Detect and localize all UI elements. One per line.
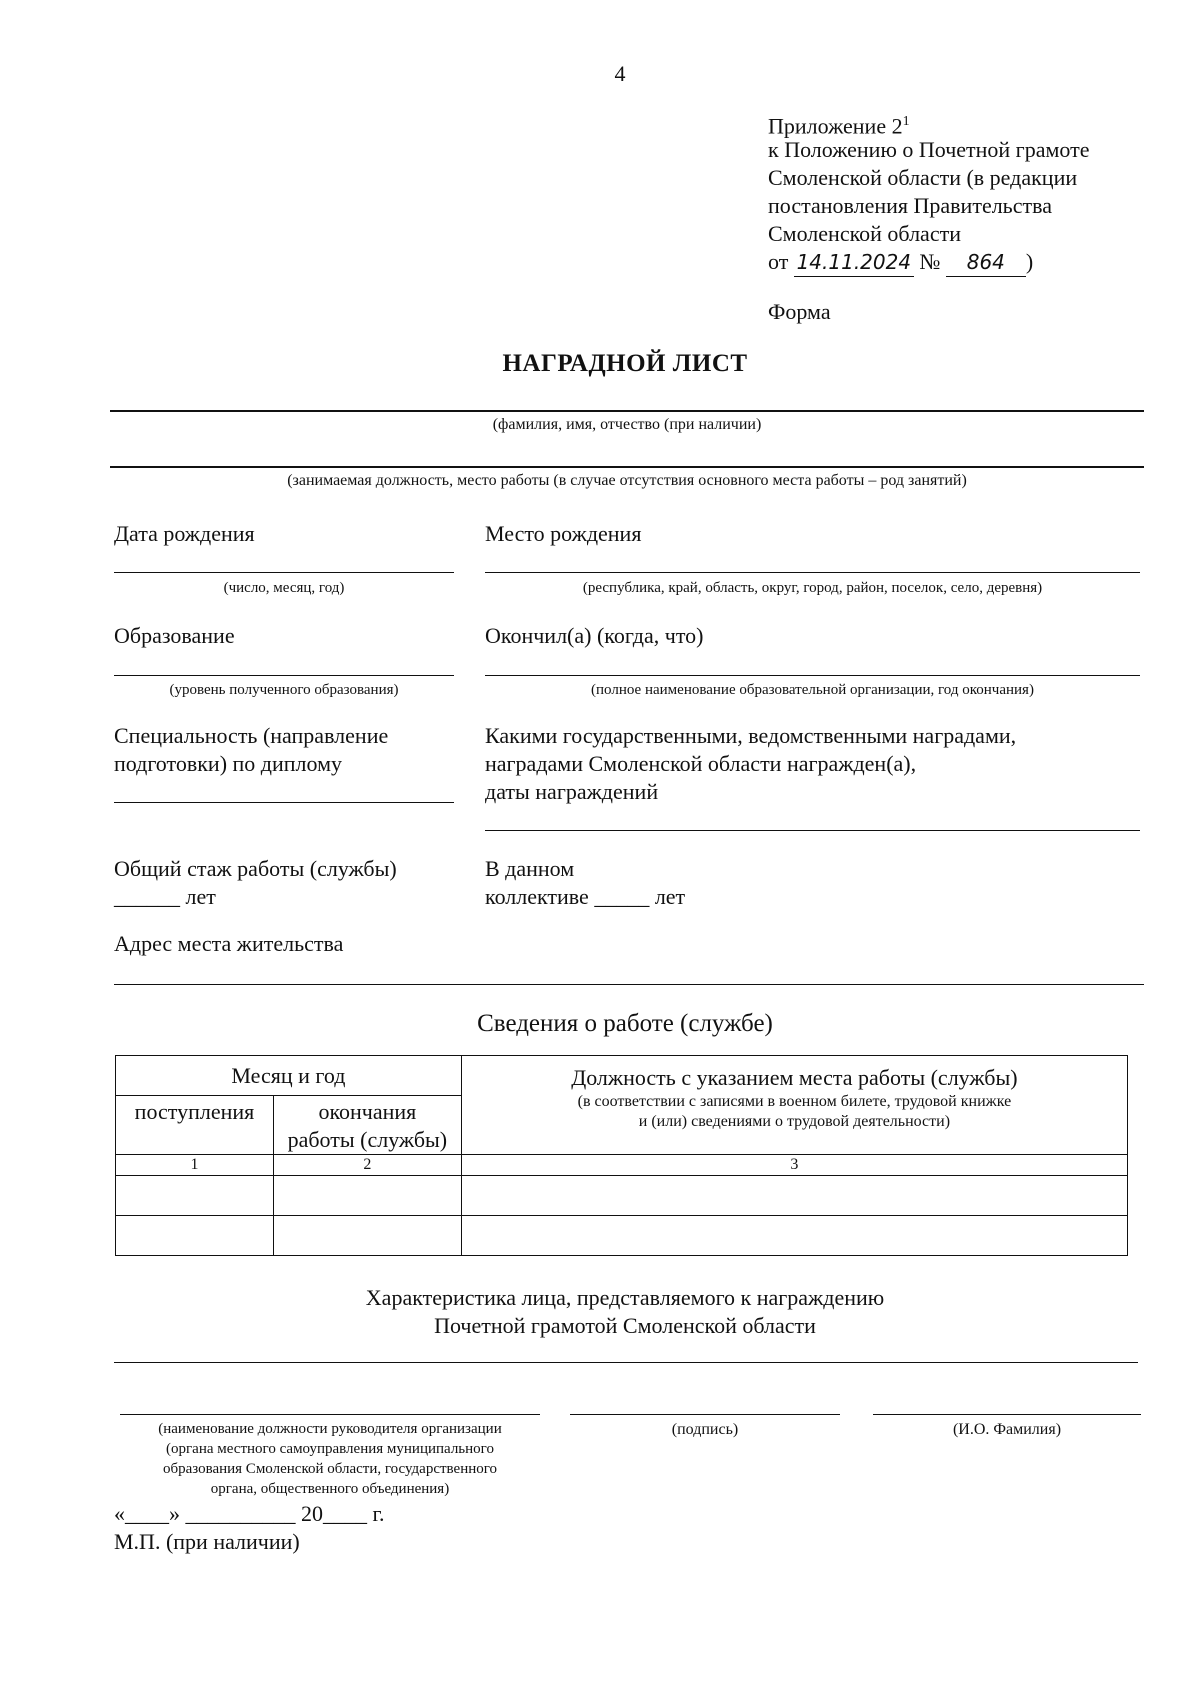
table-cell[interactable] bbox=[461, 1176, 1127, 1216]
appendix-line-4: Смоленской области bbox=[768, 221, 961, 246]
specialty-label-1: Специальность (направление bbox=[114, 723, 389, 748]
signatory-position-caption-2: (органа местного самоуправления муниципального bbox=[166, 1441, 494, 1457]
graduated-line bbox=[485, 675, 1140, 676]
signatory-position-line bbox=[120, 1414, 540, 1415]
name-line bbox=[873, 1414, 1141, 1415]
birth-place-label: Место рождения bbox=[485, 521, 642, 546]
date-suffix: ) bbox=[1025, 249, 1034, 274]
specialty-line bbox=[114, 802, 454, 803]
position-caption: (занимаемая должность, место работы (в случае отсутствия основного места работы – род занятий) bbox=[287, 472, 967, 489]
awards-label-3: даты награждений bbox=[485, 779, 659, 804]
table-row bbox=[116, 1176, 1128, 1216]
awards-line bbox=[485, 830, 1140, 831]
total-experience-label: Общий стаж работы (службы) bbox=[114, 856, 397, 881]
total-experience-unit: лет bbox=[185, 884, 216, 909]
date-prefix: от bbox=[768, 249, 789, 274]
birth-place-caption: (республика, край, область, округ, город, район, поселок, село, деревня) bbox=[582, 580, 1043, 596]
team-label-2: коллективе bbox=[485, 884, 589, 909]
total-experience-blank: ______ bbox=[114, 884, 180, 909]
birth-date-line bbox=[114, 572, 454, 573]
education-line bbox=[114, 675, 454, 676]
appendix-title-sup: 1 bbox=[902, 114, 910, 129]
sign-date-line bbox=[114, 1500, 385, 1528]
date-open-quote: « bbox=[114, 1501, 125, 1526]
characteristic-line-2: Почетной грамотой Смоленской области bbox=[434, 1313, 816, 1338]
handwritten-number: 864 bbox=[946, 248, 1026, 277]
team-unit: лет bbox=[654, 884, 686, 909]
birth-date-label: Дата рождения bbox=[114, 521, 255, 546]
position-line bbox=[110, 466, 1144, 468]
signatory-position-caption-1: (наименование должности руководителя организации bbox=[158, 1421, 502, 1437]
team-label-1: В данном bbox=[485, 856, 575, 881]
characteristic-line-1: Характеристика лица, представляемого к награждению bbox=[365, 1285, 885, 1310]
col-number-1: 1 bbox=[116, 1155, 274, 1176]
table-cell[interactable] bbox=[116, 1176, 274, 1216]
table-cell[interactable] bbox=[116, 1216, 274, 1256]
date-day-blank[interactable]: ____ bbox=[125, 1501, 169, 1526]
signature-line bbox=[570, 1414, 840, 1415]
table-cell[interactable] bbox=[461, 1216, 1127, 1256]
appendix-line-3: постановления Правительства bbox=[768, 193, 1052, 218]
col-number-2: 2 bbox=[273, 1155, 461, 1176]
table-cell[interactable] bbox=[273, 1216, 461, 1256]
col-number-3: 3 bbox=[461, 1155, 1127, 1176]
appendix-date-line bbox=[768, 248, 1033, 277]
date-year-suffix: г. bbox=[372, 1501, 385, 1526]
number-label: № bbox=[919, 249, 941, 274]
date-month-blank[interactable]: __________ bbox=[185, 1501, 296, 1526]
page-number: 4 bbox=[614, 61, 626, 86]
header-end-1: окончания bbox=[318, 1099, 417, 1124]
date-year-prefix: 20 bbox=[301, 1501, 323, 1526]
signature-caption: (подпись) bbox=[671, 1421, 739, 1438]
birth-date-caption: (число, месяц, год) bbox=[223, 580, 345, 596]
graduated-caption: (полное наименование образовательной организации, год окончания) bbox=[591, 682, 1034, 698]
team-experience-value bbox=[485, 883, 685, 911]
characteristic-line bbox=[114, 1362, 1138, 1363]
specialty-label-2: подготовки) по диплому bbox=[114, 751, 343, 776]
header-position-note-2: и (или) сведениями о трудовой деятельности) bbox=[638, 1113, 951, 1130]
graduated-label: Окончил(а) (когда, что) bbox=[485, 623, 704, 648]
team-blank: _____ bbox=[594, 884, 650, 909]
table-cell[interactable] bbox=[273, 1176, 461, 1216]
header-end-2: работы (службы) bbox=[287, 1127, 448, 1152]
appendix-line-2: Смоленской области (в редакции bbox=[768, 165, 1078, 190]
header-start: поступления bbox=[116, 1096, 274, 1155]
fio-caption: (фамилия, имя, отчество (при наличии) bbox=[492, 416, 762, 433]
header-position: Должность с указанием места работы (службы) bbox=[571, 1065, 1018, 1090]
total-experience-value bbox=[114, 883, 216, 911]
work-table-header-row-1 bbox=[116, 1056, 1128, 1096]
signatory-position-caption-4: органа, общественного объединения) bbox=[210, 1481, 450, 1497]
address-label: Адрес места жительства bbox=[114, 931, 344, 956]
appendix-line-1: к Положению о Почетной грамоте bbox=[768, 137, 1090, 162]
work-table bbox=[115, 1055, 1128, 1256]
education-caption: (уровень полученного образования) bbox=[169, 682, 399, 698]
table-row bbox=[116, 1216, 1128, 1256]
address-line bbox=[114, 984, 1144, 985]
stamp-label: М.П. (при наличии) bbox=[114, 1529, 300, 1554]
date-year-blank[interactable]: ____ bbox=[323, 1501, 367, 1526]
date-close-quote: » bbox=[169, 1501, 180, 1526]
header-position-note-1: (в соответствии с записями в военном билете, трудовой книжке bbox=[577, 1093, 1012, 1110]
appendix-title-text: Приложение 2 bbox=[768, 113, 903, 139]
fio-line bbox=[110, 410, 1144, 412]
header-month-year: Месяц и год bbox=[116, 1056, 462, 1096]
work-table-number-row bbox=[116, 1155, 1128, 1176]
awards-label-2: наградами Смоленской области награжден(а), bbox=[485, 751, 917, 776]
handwritten-date: 14.11.2024 bbox=[794, 248, 914, 277]
header-position-cell bbox=[461, 1056, 1127, 1155]
awards-label-1: Какими государственными, ведомственными наградами, bbox=[485, 723, 1017, 748]
birth-place-line bbox=[485, 572, 1140, 573]
name-caption: (И.О. Фамилия) bbox=[952, 1421, 1062, 1438]
form-label: Форма bbox=[768, 299, 831, 324]
page-title: НАГРАДНОЙ ЛИСТ bbox=[502, 350, 748, 377]
education-label: Образование bbox=[114, 623, 235, 648]
work-section-heading: Сведения о работе (службе) bbox=[477, 1010, 773, 1037]
signatory-position-caption-3: образования Смоленской области, государственного bbox=[162, 1461, 498, 1477]
header-end-cell bbox=[273, 1096, 461, 1155]
